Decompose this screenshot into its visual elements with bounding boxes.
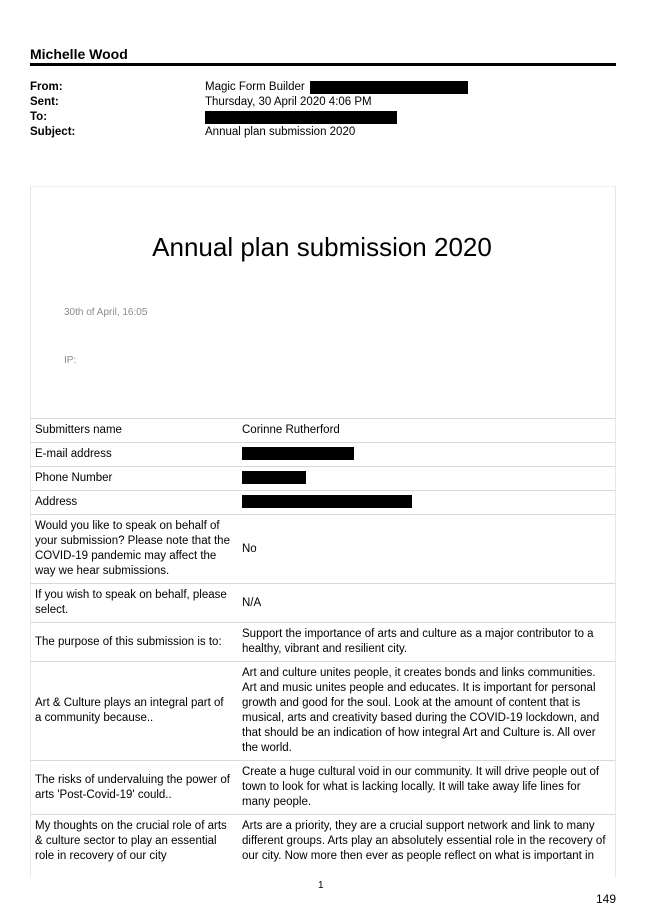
submission-date: 30th of April, 16:05 <box>64 307 148 318</box>
redacted-email <box>242 447 354 460</box>
answer-cell: N/A <box>236 584 615 623</box>
form-title: Annual plan submission 2020 <box>152 232 492 262</box>
question-cell: Address <box>30 491 236 515</box>
redacted-address <box>242 495 412 508</box>
table-row <box>30 815 615 869</box>
answer-cell: Support the importance of arts and culture as a major contributor to a healthy, vibrant and resilient city. <box>236 623 615 662</box>
answer-cell <box>236 443 615 467</box>
table-row <box>30 467 615 491</box>
from-row <box>30 80 468 95</box>
question-cell: Phone Number <box>30 467 236 491</box>
answer-cell: No <box>236 515 615 584</box>
redacted-from-email <box>310 81 468 94</box>
question-cell: Would you like to speak on behalf of your submission? Please note that the COVID-19 pandemic may affect the way we hear submissions. <box>30 515 236 584</box>
redacted-phone <box>242 471 306 484</box>
question-cell: Submitters name <box>30 419 236 443</box>
answer-cell: Create a huge cultural void in our community. It will drive people out of town to look for what is lacking locally. It will take away life lines for many people. <box>236 761 615 815</box>
answer-cell: Corinne Rutherford <box>236 419 615 443</box>
to-label: To: <box>30 111 48 123</box>
answer-cell: Art and culture unites people, it creates bonds and links communities. Art and music unites people and educates. It is important for personal growth and good for the soul. Look at the amount of content that is musical, arts and creativity based during the COVID-19 lockdown, and that should be an indication of how integral Art and Culture is. All over the world. <box>236 662 615 761</box>
subject-row <box>30 125 468 140</box>
sent-value: Thursday, 30 April 2020 4:06 PM <box>205 96 372 108</box>
answer-cell <box>236 467 615 491</box>
subject-label: Subject: <box>30 126 76 138</box>
page-number: 1 <box>318 880 324 891</box>
question-cell: My thoughts on the crucial role of arts & culture sector to play an essential role in recovery of our city <box>30 815 236 869</box>
redacted-to-email <box>205 111 397 124</box>
table-row <box>30 761 615 815</box>
sent-label: Sent: <box>30 96 59 108</box>
question-cell: If you wish to speak on behalf, please select. <box>30 584 236 623</box>
document-number: 149 <box>596 892 617 906</box>
answer-cell: Arts are a priority, they are a crucial support network and link to many different groups. Arts play an absolutely essential role in the recovery of our city. Now more then ever as people reflect on what is important in <box>236 815 615 869</box>
question-cell: The risks of undervaluing the power of arts 'Post-Covid-19' could.. <box>30 761 236 815</box>
from-value: Magic Form Builder <box>205 81 305 93</box>
table-row <box>30 443 615 467</box>
answer-cell <box>236 491 615 515</box>
table-row <box>30 584 615 623</box>
from-label: From: <box>30 81 63 93</box>
question-cell: The purpose of this submission is to: <box>30 623 236 662</box>
ip-label: IP: <box>64 355 77 366</box>
question-cell: E-mail address <box>30 443 236 467</box>
sent-row <box>30 95 468 110</box>
table-row <box>30 662 615 761</box>
to-row <box>30 110 468 125</box>
question-cell: Art & Culture plays an integral part of a community because.. <box>30 662 236 761</box>
email-header <box>30 80 468 140</box>
table-row <box>30 491 615 515</box>
submission-table <box>30 418 615 868</box>
table-row <box>30 623 615 662</box>
subject-value: Annual plan submission 2020 <box>205 126 356 138</box>
table-row <box>30 515 615 584</box>
header-rule <box>30 63 616 66</box>
table-row <box>30 419 615 443</box>
sender-name: Michelle Wood <box>30 46 128 62</box>
